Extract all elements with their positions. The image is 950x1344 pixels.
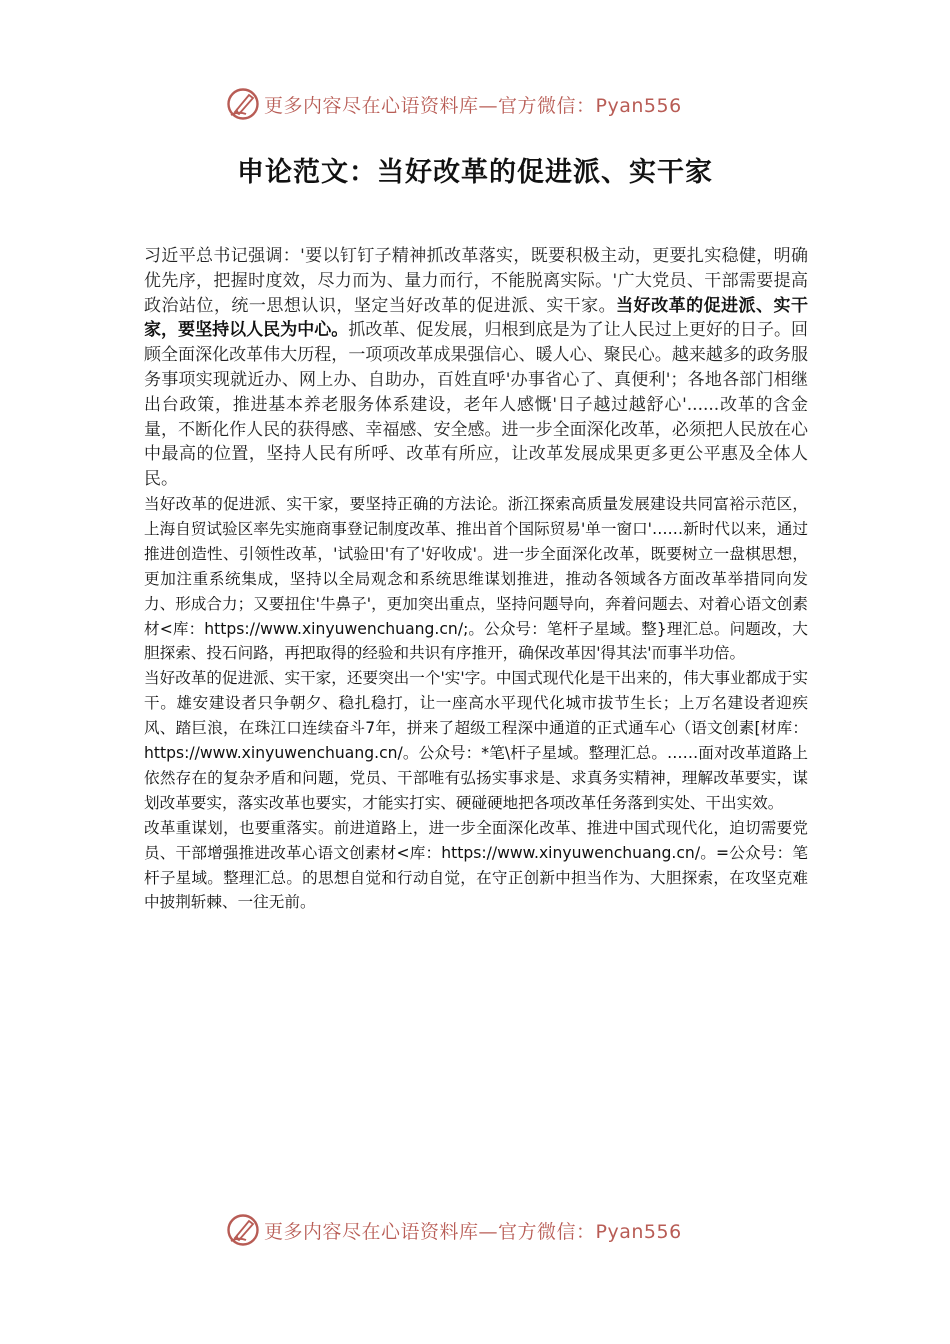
- paragraph-2: 当好改革的促进派、实干家，要坚持正确的方法论。浙江探索高质量发展建设共同富裕示范区，上海自贸试验区率先实施商事登记制度改革、推出首个国际贸易'单一窗口'……新时代以来，通过推进创造性、引领性改革，'试验田'有了'好收成'。进一步全面深化改革，既要树立一盘棋思想，更加注重系统集成，坚持以全局观念和系统思维谋划推进，推动各领域各方面改革举措同向发力、形成合力；又要扭住'牛鼻子'，更加突出重点，坚持问题导向，奔着问题去、对着心语文创素材<库：https://www.xinyuwenchuang.cn/;。公众号：笔杆子星域。整}理汇总。问题改，大胆探索、投石问路，再把取得的经验和共识有序推开，确保改革因'得其法'而事半功倍。: [144, 494, 808, 663]
- page-title: 申论范文：当好改革的促进派、实干家: [237, 157, 713, 188]
- footer-banner: [226, 1212, 726, 1248]
- footer-banner-text: [264, 1217, 682, 1244]
- pen-circle-logo-icon: [226, 1213, 260, 1247]
- footer-banner-label: 更多内容尽在心语资料库—官方微信：: [264, 1220, 596, 1243]
- header-banner-label: 更多内容尽在心语资料库—官方微信：: [264, 94, 596, 117]
- paragraph-1-intro: 习近平总书记强调：'要以钉钉子精神抓改革落实，既要积极主动，更要扎实稳健，明确优先序，把握时度效，尽力而为、量力而行，不能脱离实际。'广大党员、干部需要提高政治站位，统一思想认识，坚定当好改革的促进派、实干家。: [144, 246, 808, 316]
- pen-circle-logo-icon: [226, 87, 260, 121]
- paragraph-1-thesis: 当好改革的促进派、实干家，要坚持以人民为中心。: [144, 295, 809, 341]
- paragraph-1: [144, 244, 808, 492]
- footer-wechat-id: Pyan556: [595, 1220, 682, 1243]
- paragraph-3: 当好改革的促进派、实干家，还要突出一个'实'字。中国式现代化是干出来的，伟大事业都成于实干。雄安建设者只争朝夕、稳扎稳打，让一座高水平现代化城市拔节生长；上万名建设者迎疾风、踏巨浪，在珠江口连续奋斗7年，拼来了超级工程深中通道的正式通车心（语文创素[材库：https://www.xinyuwenchuang.cn/。公众号：*笔\杆子星域。整理汇总。……面对改革道路上依然存在的复杂矛盾和问题，党员、干部唯有弘扬实事求是、求真务实精神，理解改革要实，谋划改革要实，落实改革也要实，才能实打实、硬碰硬地把各项改革任务落到实处、干出实效。: [144, 669, 808, 812]
- header-wechat-id: Pyan556: [595, 94, 682, 117]
- paragraph-1-body: 抓改革、促发展，归根到底是为了让人民过上更好的日子。回顾全面深化改革伟大历程，一项项改革成果强信心、暖人心、聚民心。越来越多的政务服务事项实现就近办、网上办、自助办，百姓直呼'办事省心了、真便利'；各地各部门相继出台政策，推进基本养老服务体系建设，老年人感慨'日子越过越舒心'......改革的含金量，不断化作人民的获得感、幸福感、安全感。进一步全面深化改革，必须把人民放在心中最高的位置，坚持人民有所呼、改革有所应，让改革发展成果更多更公平惠及全体人民。: [144, 320, 809, 490]
- article-body: [144, 244, 808, 915]
- header-banner: [226, 86, 726, 122]
- paragraph-4: 改革重谋划，也要重落实。前进道路上，进一步全面深化改革、推进中国式现代化，迫切需要党员、干部增强推进改革心语文创素材<库：https://www.xinyuwenchuang.cn/。=公众号：笔杆子星域。整理汇总。的思想自觉和行动自觉，在守正创新中担当作为、大胆探索，在攻坚克难中披荆斩棘、一往无前。: [144, 818, 808, 912]
- header-banner-text: [264, 91, 682, 118]
